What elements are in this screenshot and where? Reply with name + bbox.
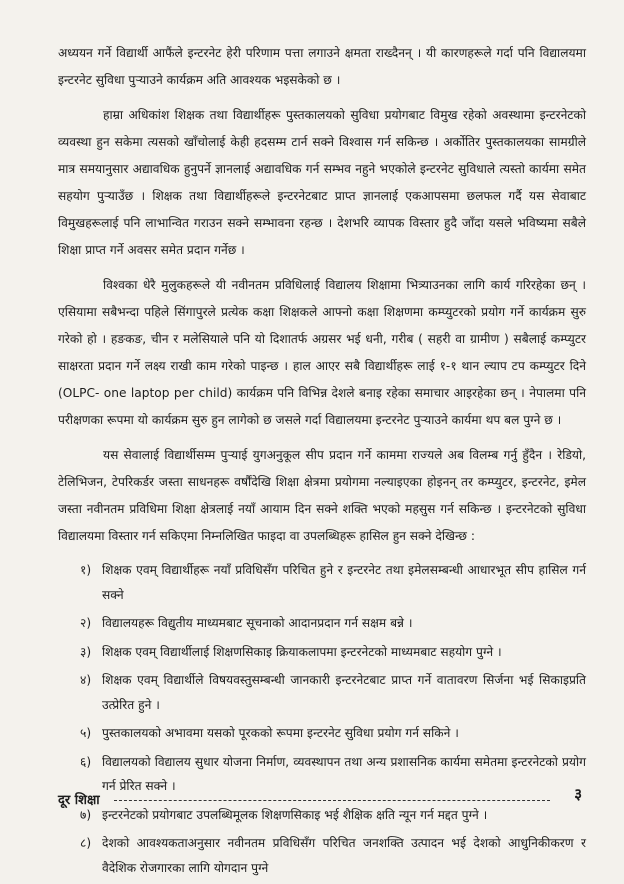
list-text: विद्यालयको विद्यालय सुधार योजना निर्माण, व्यवस्थापन तथा अन्य प्रशासनिक कार्यमा समेतमा इन्टरनेटको प्रयोग गर्न प्रेरित सक्ने । bbox=[102, 754, 586, 793]
list-number: ३) bbox=[80, 644, 92, 659]
list-text: पुस्तकालयको अभावमा यसको पूरकको रूपमा इन्टरनेट सुविधा प्रयोग गर्न सकिने । bbox=[102, 726, 459, 740]
list-text: शिक्षक एवम् विद्यार्थीले विषयवस्तुसम्बन्धी जानकारी इन्टरनेटबाट प्राप्त गर्ने वातावरण सिर्जना भई सिकाइप्रति उत्प्रेरित हुने । bbox=[102, 673, 586, 712]
list-number: ५) bbox=[80, 726, 92, 740]
list-number: ८) bbox=[80, 836, 92, 850]
paragraph-3: विश्वका धेरै मुलुकहरूले यी नवीनतम प्रविधिलाई विद्यालय शिक्षामा भित्र्याउनका लागि कार्य गरिरहेका छन् । एसियामा सबैभन्दा पहिले सिंगापुरले प्रत्येक कक्षा शिक्षकले आफ्नो कक्षा शिक्षणमा कम्प्युटरको प्रयोग गर्ने कार्यक्रम सुरु गरेको हो । हङकङ, चीन र मलेसियाले पनि यो दिशातर्फ अग्रसर भई धनी, गरीब ( सहरी वा ग्रामीण ) सबैलाई कम्प्युटर साक्षरता प्रदान गर्ने लक्ष्य राखी काम गरेको पाइन्छ । हाल आएर सबै विद्यार्थीहरू लाई १-१ थान ल्याप टप कम्प्युटर दिने (OLPC- one laptop per child) कार्यक्रम पनि विभिन्न देशले बनाइ रहेका समाचार आइरहेका छन् । नेपालमा पनि परीक्षणका रूपमा यो कार्यक्रम सुरु हुन लागेको छ जसले गर्दा विद्यालयमा इन्टरनेट पुऱ्याउने कार्यमा थप बल पुग्ने छ । bbox=[58, 278, 586, 427]
list-item bbox=[58, 640, 586, 665]
footer-divider bbox=[114, 800, 550, 801]
list-item bbox=[58, 668, 586, 717]
list-text: शिक्षक एवम् विद्यार्थीलाई शिक्षणसिकाइ क्रियाकलापमा इन्टरनेटको माध्यमबाट सहयोग पुग्ने । bbox=[102, 644, 502, 659]
list-number: ४) bbox=[80, 673, 92, 687]
paragraph-4: यस सेवालाई विद्यार्थीसम्म पुऱ्याई युगअनुकूल सीप प्रदान गर्ने काममा राज्यले अब विलम्ब गर्नु हुँदैन । रेडियो, टेलिभिजन, टेपरिकर्डर जस्ता साधनहरू वर्षौंदेखि शिक्षा क्षेत्रमा प्रयोगमा नल्याइएका होइनन् तर कम्प्युटर, इन्टरनेट, इमेल जस्ता नवीनतम प्रविधिमा शिक्षा क्षेत्रलाई नयाँ आयाम दिन सक्ने शक्ति भएको महसुस गर्न सकिन्छ । इन्टरनेटको सुविधा विद्यालयमा विस्तार गर्न सकिएमा निम्नलिखित फाइदा वा उपलब्धिहरू हासिल हुन सक्ने देखिन्छ : bbox=[58, 448, 586, 543]
body-text bbox=[58, 40, 586, 884]
list-item bbox=[58, 721, 586, 746]
list-item bbox=[58, 558, 586, 607]
list-number: ७) bbox=[80, 807, 92, 822]
benefits-list bbox=[58, 558, 586, 880]
page-footer bbox=[58, 784, 586, 814]
footer-title: दूर शिक्षा bbox=[58, 793, 100, 808]
list-item bbox=[58, 831, 586, 880]
list-text: शिक्षक एवम् विद्यार्थीहरू नयाँ प्रविधिसँग परिचित हुने र इन्टरनेट तथा इमेलसम्बन्धी आधारभूत सीप हासिल गर्न सक्ने bbox=[102, 563, 586, 602]
list-text: इन्टरनेटको प्रयोगबाट उपलब्धिमूलक शिक्षणसिकाइ भई शैक्षिक क्षति न्यून गर्न मद्दत पुग्ने । bbox=[102, 807, 488, 822]
paragraph-2: हाम्रा अधिकांश शिक्षक तथा विद्यार्थीहरू पुस्तकालयको सुविधा प्रयोगबाट विमुख रहेको अवस्थामा इन्टरनेटको व्यवस्था हुन सकेमा त्यसको खाँचोलाई केही हदसम्म टार्न सक्ने विश्वास गर्न सकिन्छ । अर्कोतिर पुस्तकालयका सामग्रीले मात्र समयानुसार अद्यावधिक हुनुपर्ने ज्ञानलाई अद्यावधिक गर्न सम्भव नहुने भएकोले इन्टरनेट सुविधाले त्यस्तो कार्यमा समेत सहयोग पुऱ्याउँछ । शिक्षक तथा विद्यार्थीहरूले इन्टरनेटबाट प्राप्त ज्ञानलाई एकआपसमा छलफल गर्दै यस सेवाबाट विमुखहरूलाई पनि लाभान्वित गराउन सक्ने सम्भावना रहन्छ । देशभरि व्यापक विस्तार हुदै जाँदा यसले भविष्यमा सबैले शिक्षा प्राप्त गर्ने अवसर समेत प्रदान गर्नेछ । bbox=[58, 108, 586, 257]
list-number: १) bbox=[80, 563, 92, 577]
list-text: विद्यालयहरू विद्युतीय माध्यमबाट सूचनाको आदानप्रदान गर्न सक्षम बन्ने । bbox=[102, 616, 413, 630]
list-number: ६) bbox=[80, 754, 92, 769]
page-number: ३ bbox=[574, 785, 582, 803]
list-number: २) bbox=[80, 616, 92, 630]
list-item bbox=[58, 611, 586, 636]
paragraph-1: अध्ययन गर्ने विद्यार्थी आफैंले इन्टरनेट हेरी परिणाम पत्ता लगाउने क्षमता राख्दैनन् । यी कारणहरूले गर्दा पनि विद्यालयमा इन्टरनेट सुविधा पुऱ्याउने कार्यक्रम अति आवश्यक भइसकेको छ । bbox=[58, 46, 586, 87]
list-text: देशको आवश्यकताअनुसार नवीनतम प्रविधिसँग परिचित जनशक्ति उत्पादन भई देशको आधुनिकीकरण र वैदेशिक रोजगारका लागि योगदान पुग्ने bbox=[102, 836, 586, 875]
